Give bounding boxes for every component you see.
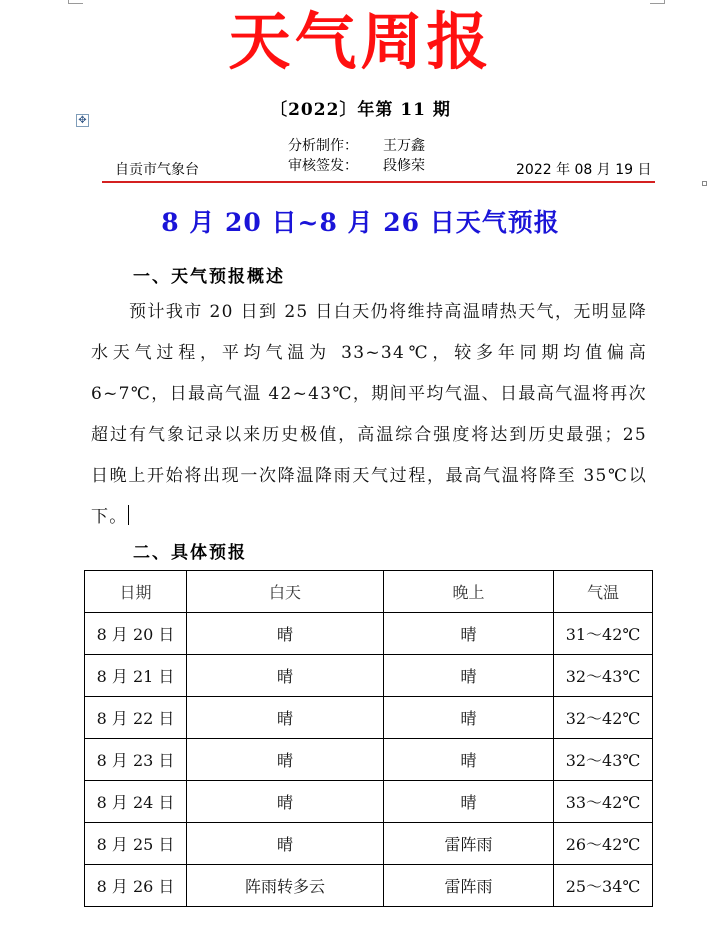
- table-row: [85, 865, 653, 907]
- cell-daytime[interactable]: 晴: [187, 655, 384, 697]
- cell-night[interactable]: 晴: [384, 697, 554, 739]
- reviewed-by-name: 段修荣: [383, 158, 425, 174]
- cell-daytime[interactable]: 晴: [187, 613, 384, 655]
- move-handle-icon[interactable]: ✥: [76, 114, 89, 127]
- cell-daytime[interactable]: 阵雨转多云: [187, 865, 384, 907]
- cell-night[interactable]: 晴: [384, 781, 554, 823]
- header-date: 日期: [85, 571, 187, 613]
- table-row: [85, 781, 653, 823]
- table-row: [85, 739, 653, 781]
- cell-date[interactable]: 8 月 26 日: [85, 865, 187, 907]
- cell-temperature[interactable]: 31～42℃: [554, 613, 653, 655]
- cell-date[interactable]: 8 月 22 日: [85, 697, 187, 739]
- forecast-table-wrap: [84, 570, 653, 907]
- cell-night[interactable]: 晴: [384, 739, 554, 781]
- cell-daytime[interactable]: 晴: [187, 823, 384, 865]
- reviewed-by-label: 审核签发：: [288, 158, 358, 174]
- cell-date[interactable]: 8 月 20 日: [85, 613, 187, 655]
- header-divider: [102, 181, 655, 183]
- cell-temperature[interactable]: 26～42℃: [554, 823, 653, 865]
- cell-night[interactable]: 晴: [384, 613, 554, 655]
- cell-date[interactable]: 8 月 21 日: [85, 655, 187, 697]
- cell-night[interactable]: 晴: [384, 655, 554, 697]
- prepared-by-name: 王万鑫: [383, 138, 425, 154]
- cell-daytime[interactable]: 晴: [187, 697, 384, 739]
- section-heading-details: 二、具体预报: [133, 543, 247, 563]
- table-row: [85, 697, 653, 739]
- header-temperature: 气温: [554, 571, 653, 613]
- header-daytime: 白天: [187, 571, 384, 613]
- table-row: [85, 613, 653, 655]
- cell-temperature[interactable]: 32～43℃: [554, 739, 653, 781]
- prepared-by-label: 分析制作：: [288, 138, 358, 154]
- table-row: [85, 823, 653, 865]
- cell-night[interactable]: 雷阵雨: [384, 865, 554, 907]
- issuing-station: 自贡市气象台: [115, 162, 199, 178]
- cell-temperature[interactable]: 32～43℃: [554, 655, 653, 697]
- cell-night[interactable]: 雷阵雨: [384, 823, 554, 865]
- section-heading-overview: 一、天气预报概述: [133, 267, 285, 287]
- issue-date: 2022 年 08 月 19 日: [516, 162, 652, 178]
- table-header-row: [85, 571, 653, 613]
- issue-number: 〔2022〕年第 11 期: [270, 100, 451, 120]
- cell-temperature[interactable]: 25～34℃: [554, 865, 653, 907]
- cell-temperature[interactable]: 33～42℃: [554, 781, 653, 823]
- cell-date[interactable]: 8 月 24 日: [85, 781, 187, 823]
- text-cursor: [128, 505, 129, 525]
- cell-temperature[interactable]: 32～42℃: [554, 697, 653, 739]
- cell-date[interactable]: 8 月 23 日: [85, 739, 187, 781]
- forecast-summary-text: 预计我市 20 日到 25 日白天仍将维持高温晴热天气，无明显降水天气过程，平均气温为 33~34℃，较多年同期均值偏高 6~7℃，日最高气温 42~43℃，期间平均气温、日最高气温将再次超过有气象记录以来历史极值，高温综合强度将达到历史最强；25 日晚上开始将出现一次降温降雨天气过程，最高气温将降至 35℃以下。: [91, 302, 647, 527]
- cell-daytime[interactable]: 晴: [187, 739, 384, 781]
- forecast-summary[interactable]: [91, 292, 647, 538]
- cell-date[interactable]: 8 月 25 日: [85, 823, 187, 865]
- report-title: 天气周报: [228, 5, 493, 78]
- forecast-title: 8 月 20 日~8 月 26 日天气预报: [161, 208, 560, 237]
- text-boundary-mark: [702, 181, 707, 186]
- header-night: 晚上: [384, 571, 554, 613]
- table-row: [85, 655, 653, 697]
- cell-daytime[interactable]: 晴: [187, 781, 384, 823]
- forecast-table[interactable]: [84, 570, 653, 907]
